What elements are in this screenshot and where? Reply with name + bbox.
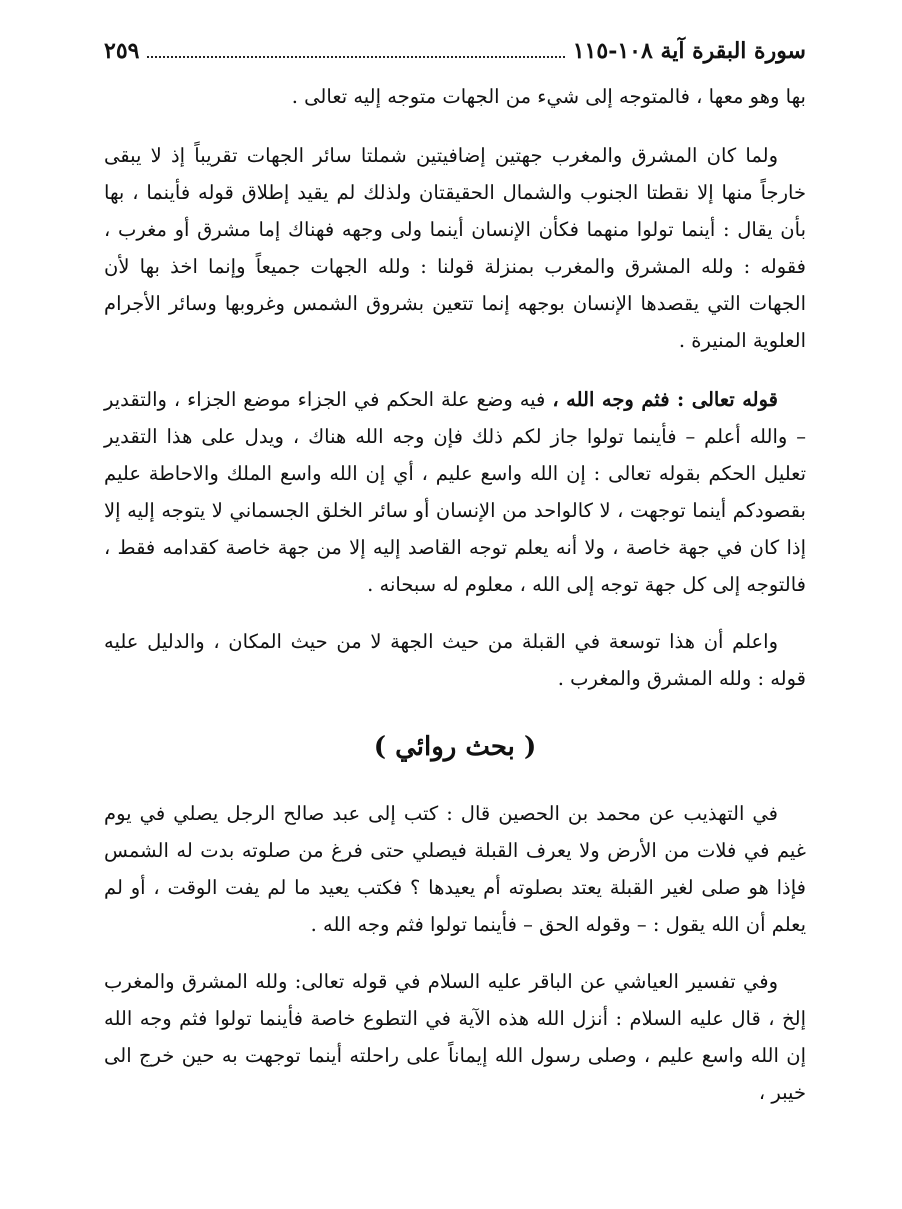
paragraph-verse-commentary	[104, 381, 806, 603]
paragraph-east-west: ولما كان المشرق والمغرب جهتين إضافيتين شملتا سائر الجهات تقريباً إذ لا يبقى خارجاً منها إلا نقطتا الجنوب والشمال الحقيقتان ولذلك لم يقيد إطلاق قوله فأينما ، بها بأن يقال : أينما تولوا منهما فكأن الإنسان أينما ولى وجهه فهناك إما مشرق أو مغرب ، فقوله : ولله المشرق والمغرب بمنزلة قولنا : ولله الجهات جميعاً وإنما اخذ بها لأن الجهات التي يقصدها الإنسان بوجهه إنما تتعين بشروق الشمس وغروبها وسائر الأجرام العلوية المنيرة .	[104, 144, 806, 352]
paragraph-qibla-note: واعلم أن هذا توسعة في القبلة من حيث الجهة لا من حيث المكان ، والدليل عليه قوله : ولله المشرق والمغرب .	[104, 630, 806, 690]
verse-commentary-text: فيه وضع علة الحكم في الجزاء موضع الجزاء ، والتقدير – والله أعلم – فأينما تولوا جاز لكم ذلك فإن وجه الله هناك ، ويدل على هذا التقدير تعليل الحكم بقوله تعالى : إن الله واسع عليم ، أي إن الله واسع الملك والاحاطة عليم بقصودكم أينما توجهت ، لا كالواحد من الإنسان أو سائر الخلق الجسماني لا يتوجه إليه إلا إذا كان في جهة خاصة ، ولا أنه يعلم توجه القاصد إليه إلا من جهة خاصة كقدامه فقط ، فالتوجه إلى كل جهة توجه إلى الله ، معلوم له سبحانه .	[104, 388, 806, 596]
running-header	[104, 34, 806, 64]
header-dot-leader	[147, 55, 564, 58]
paragraph-continuation: بها وهو معها ، فالمتوجه إلى شيء من الجهات متوجه إليه تعالى .	[291, 85, 806, 108]
verse-lead: قوله تعالى : فثم وجه الله ،	[552, 388, 779, 411]
narration-tahdhib: في التهذيب عن محمد بن الحصين قال : كتب إلى عبد صالح الرجل يصلي في يوم غيم في فلات من الأرض ولا يعرف القبلة فيصلي حتى فرغ من صلوته بدت له الشمس فإذا هو صلى لغير القبلة يعتد بصلوته أم يعيدها ؟ فكتب يعيد ما لم يفت الوقت ، أو لم يعلم أن الله يقول : – وقوله الحق – فأينما تولوا فثم وجه الله .	[104, 802, 806, 936]
page-body	[104, 78, 806, 1111]
surah-title: سورة البقرة آية ١٠٨-١١٥	[572, 38, 806, 64]
section-heading: ( بحث روائي )	[373, 732, 537, 762]
page-number: ٢٥٩	[104, 38, 140, 64]
narration-ayyashi: وفي تفسير العياشي عن الباقر عليه السلام في قوله تعالى: ولله المشرق والمغرب إلخ ، قال عليه السلام : أنزل الله هذه الآية في التطوع خاصة فأينما تولوا فثم وجه الله إن الله واسع عليم ، وصلى رسول الله إيماناً على راحلته أينما توجهت به حين خرج الى خيبر ،	[104, 970, 806, 1104]
